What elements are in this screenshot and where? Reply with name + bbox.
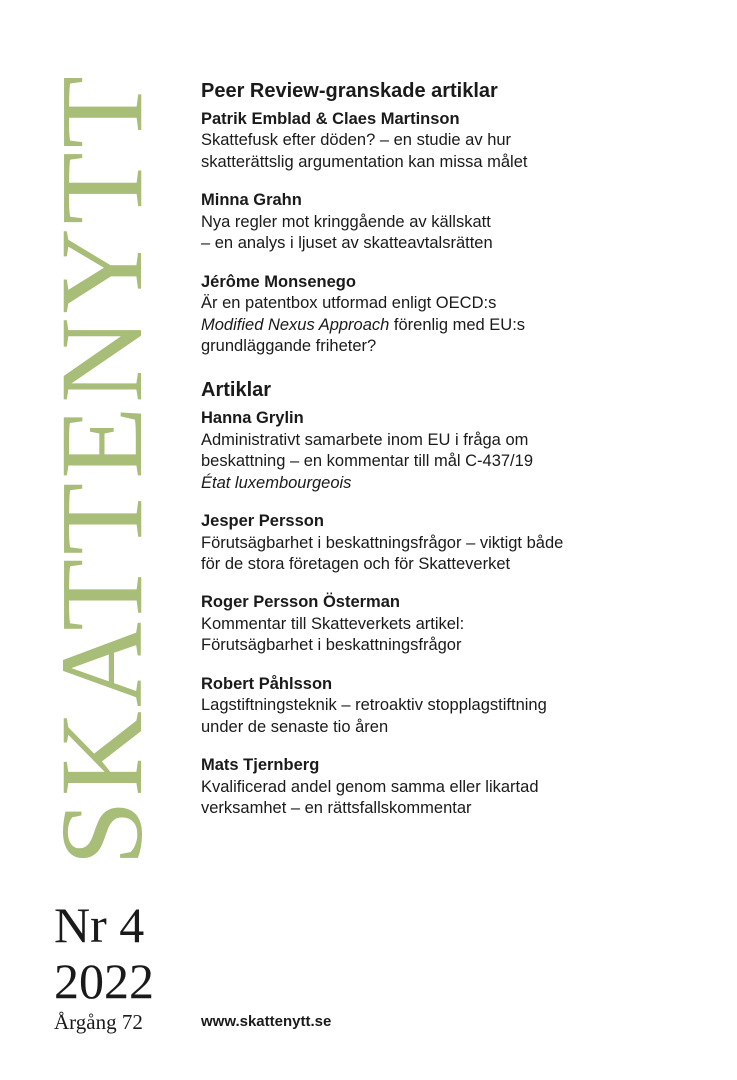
section-heading-articles: Artiklar (201, 379, 272, 402)
toc-entry (201, 755, 721, 819)
table-of-contents (201, 80, 721, 819)
entry-title-line: Är en patentbox utformad enligt OECD:s (201, 294, 497, 313)
issue-info (54, 897, 184, 1034)
entry-title-line: Nya regler mot kringgående av källskatt (201, 212, 491, 231)
issue-number: Nr 4 (54, 897, 145, 953)
entry-title-line: för de stora företagen och för Skatteverket (201, 555, 511, 573)
entry-author: Mats Tjernberg (201, 756, 320, 775)
masthead (36, 50, 167, 888)
toc-entry (201, 272, 721, 358)
entry-author: Hanna Grylin (201, 409, 304, 428)
entry-title-line: verksamhet – en rättsfallskommentar (201, 798, 472, 817)
toc-entry (201, 511, 721, 575)
entry-author: Minna Grahn (201, 191, 302, 210)
toc-entry (201, 592, 721, 656)
issue-volume: Årgång 72 (54, 1010, 143, 1034)
entry-title-line: Förutsägbarhet i beskattningsfrågor (201, 636, 462, 655)
entry-title-line (201, 315, 721, 336)
website-link[interactable]: www.skattenytt.se (201, 1013, 332, 1030)
issue-year: 2022 (54, 953, 154, 1009)
entry-author: Robert Påhlsson (201, 674, 333, 693)
section-heading-peer-review: Peer Review-granskade artiklar (201, 80, 498, 102)
toc-entry (201, 109, 721, 173)
entry-author: Jérôme Monsenego (201, 272, 356, 291)
entry-title-text: förenlig med EU:s (389, 315, 526, 334)
entry-author: Jesper Persson (201, 512, 324, 531)
entry-title-line: Skattefusk efter döden? – en studie av hur (201, 131, 512, 150)
entry-title-line: – en analys i ljuset av skatteavtalsrätten (201, 234, 493, 253)
entry-title-line: Kommentar till Skatteverkets artikel: (201, 614, 465, 633)
entry-author: Roger Persson Österman (201, 593, 400, 612)
entry-title-line: skatterättslig argumentation kan missa målet (201, 152, 528, 171)
entry-title-line: Lagstiftningsteknik – retroaktiv stopplagstiftning (201, 696, 547, 715)
entry-title-line: beskattning – en kommentar till mål C-437/19 (201, 452, 533, 471)
journal-title: SKATTENYTT (36, 72, 167, 866)
entry-title-line: grundläggande friheter? (201, 336, 377, 355)
entry-title-line: État luxembourgeois (201, 473, 352, 492)
entry-title-line: under de senaste tio åren (201, 717, 389, 736)
toc-entry (201, 190, 721, 254)
entry-title-line: Kvalificerad andel genom samma eller likartad (201, 777, 539, 796)
entry-title-italic: Modified Nexus Approach (201, 315, 390, 334)
entry-title-line: Administrativt samarbete inom EU i fråga om (201, 430, 529, 449)
toc-entry (201, 408, 721, 494)
toc-entry (201, 674, 721, 738)
entry-title-line: Förutsägbarhet i beskattningsfrågor – viktigt både (201, 533, 564, 552)
entry-author: Patrik Emblad & Claes Martinson (201, 110, 460, 128)
